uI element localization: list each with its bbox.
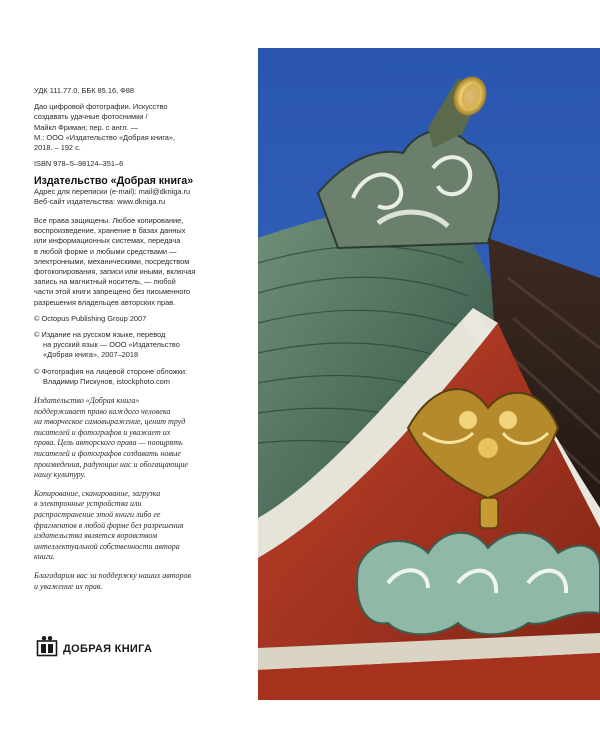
copyright-russian-edition: © Издание на русском языке, перевод — [34, 330, 166, 340]
copyright-cover-photo-line: Владимир Пискунов, istockphoto.com — [43, 376, 170, 386]
copyright-russian-edition-line: «Добрая книга», 2007–2018 — [43, 350, 139, 360]
rights-line: или информационных системах, передача — [34, 236, 181, 246]
imprint-text-column — [34, 86, 234, 600]
copyright-cover-photo: © Фотография на лицевой стороне обложки: — [34, 366, 188, 376]
rights-line: запись на магнитный носитель, — любой — [34, 277, 176, 287]
rights-block — [34, 216, 234, 387]
isbn-line: ISBN 978–5–98124–351–6 — [34, 159, 124, 169]
statement-paragraph-1: Издательство «Добрая книга» поддерживает право каждого человека на творческое самовыражение, ценит труд писателей и фотографов и уважает их права. Цель авторского права — поощрять писателей и фотографов создавать новые произведения, радующие нас и обогащающие нашу культуру. — [34, 396, 188, 480]
catalog-description-line: М.: ООО «Издательство «Добрая книга», — [34, 132, 176, 142]
catalog-description-line: 2018. – 192 с. — [34, 143, 81, 153]
rights-line: разрешения владельцев авторских прав. — [34, 297, 176, 307]
publisher-email-line: Адрес для переписки (e-mail): mail@dkniga.ru — [34, 186, 191, 196]
statement-paragraph-2: Копирование, сканирование, загрузка в электронные устройства или распространение этой книги либо ее фрагментов в любой форме без разрешения издательства является воровством интеллектуальной собственности автора книги. — [34, 488, 184, 562]
catalog-description-line: Майкл Фриман; пер. с англ. — — [34, 122, 139, 132]
udk-line: УДК 111.77.0, ББК 85.16, Ф88 — [34, 86, 135, 95]
copyright-statement — [34, 396, 234, 592]
rights-line: фотокопирования, записи или иными, включая — [34, 267, 196, 277]
rights-line: Все права защищены. Любое копирование, — [34, 216, 184, 226]
logo-text: ДОБРАЯ КНИГА — [63, 642, 153, 655]
copyright-russian-edition-line: на русский язык — ООО «Издательство — [43, 340, 180, 350]
copyright-octopus: © Octopus Publishing Group 2007 — [34, 313, 147, 323]
statement-paragraph-3: Благодарим вас за поддержку наших авторов и уважение их прав. — [34, 570, 192, 591]
rights-line: в любой форме и любыми средствами — — [34, 246, 177, 256]
publisher-site-line: Веб-сайт издательства: www.dkniga.ru — [34, 196, 166, 206]
temple-roof-photo — [258, 48, 600, 700]
catalog-description-line: создавать удачные фотоснимки / — [34, 112, 148, 122]
catalog-block — [34, 86, 234, 169]
catalog-description-line: Дао цифровой фотографии. Искусство — [34, 102, 168, 112]
publisher-title: Издательство «Добрая книга» — [34, 175, 194, 188]
rights-line: электронными, механическими, посредством — [34, 256, 190, 266]
rights-line: части этой книги запрещено без письменного — [34, 287, 191, 297]
book-mascot-icon — [36, 635, 58, 662]
publisher-logo — [36, 635, 152, 662]
rights-line: воспроизведение, хранение в базах данных — [34, 226, 186, 236]
